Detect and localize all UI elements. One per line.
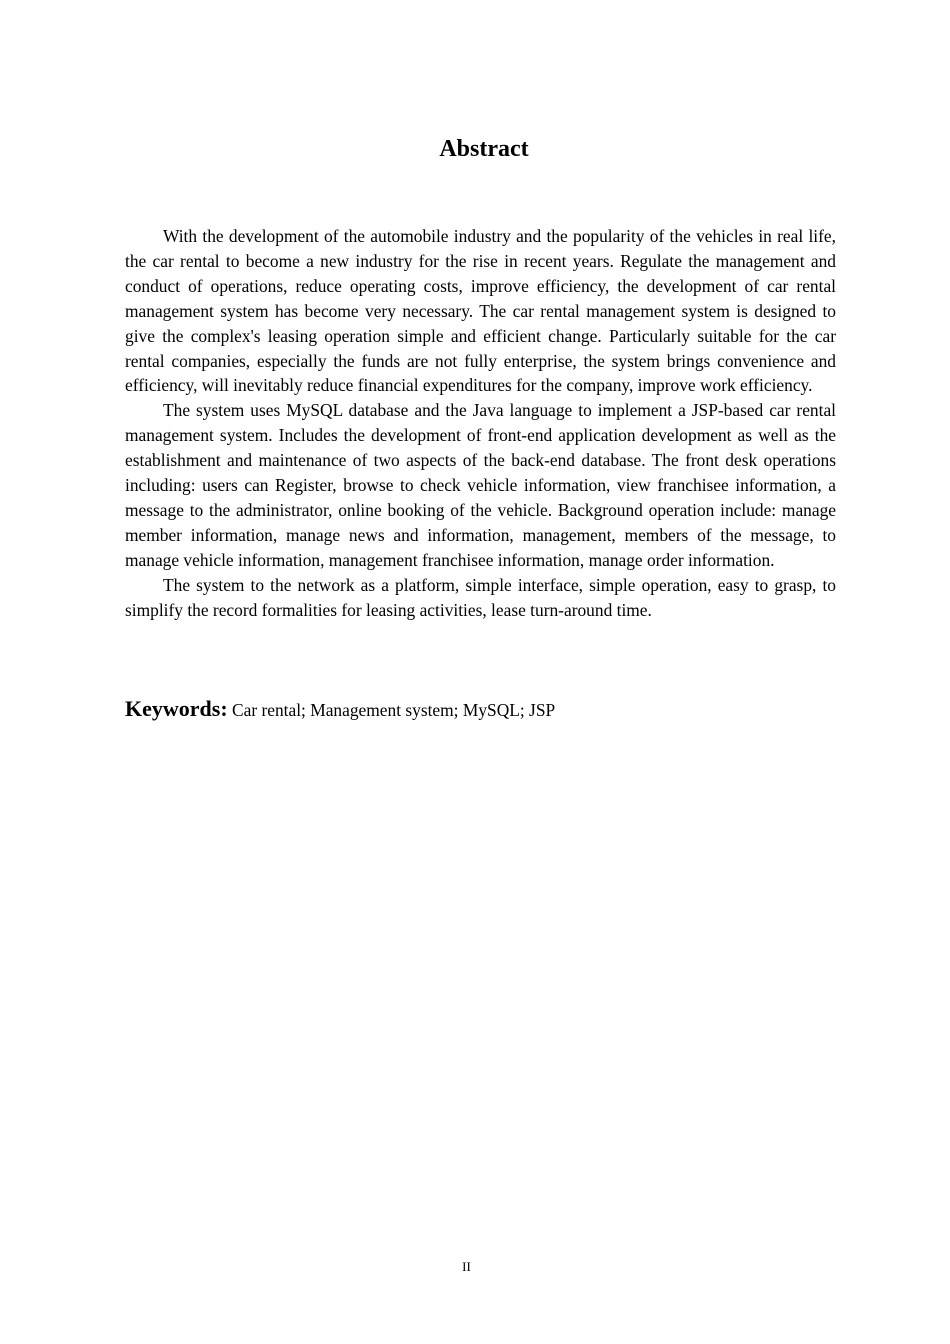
abstract-paragraph-1: With the development of the automobile industry and the popularity of the vehicles in real life, the car rental to become a new industry for the rise in recent years. Regulate the management and conduct of operations, reduce operating costs, improve efficiency, the development of car rental management system has become very necessary. The car rental management system is designed to give the complex's leasing operation simple and efficient change. Particularly suitable for the car rental companies, especially the funds are not fully enterprise, the system brings convenience and efficiency, will inevitably reduce financial expenditures for the company, improve work efficiency. (125, 226, 836, 396)
abstract-paragraph-3: The system to the network as a platform, simple interface, simple operation, easy to grasp, to simplify the record formalities for leasing activities, lease turn-around time. (125, 574, 836, 620)
keywords-value: Car rental; Management system; MySQL; JSP (232, 700, 556, 720)
page-number: II (462, 1259, 471, 1274)
abstract-paragraph-2: The system uses MySQL database and the Java language to implement a JSP-based car rental management system. Includes the development of front-end application development as well as the establishment and maintenance of two aspects of the back-end database. The front desk operations including: users can Register, browse to check vehicle information, view franchisee information, a message to the administrator, online booking of the vehicle. Background operation include: manage member information, manage news and information, management, members of the message, to manage vehicle information, management franchisee information, manage order information. (125, 400, 836, 570)
keywords-label: Keywords: (125, 696, 228, 721)
keywords-line (125, 695, 836, 724)
abstract-title: Abstract (439, 136, 529, 162)
abstract-body (125, 224, 836, 623)
